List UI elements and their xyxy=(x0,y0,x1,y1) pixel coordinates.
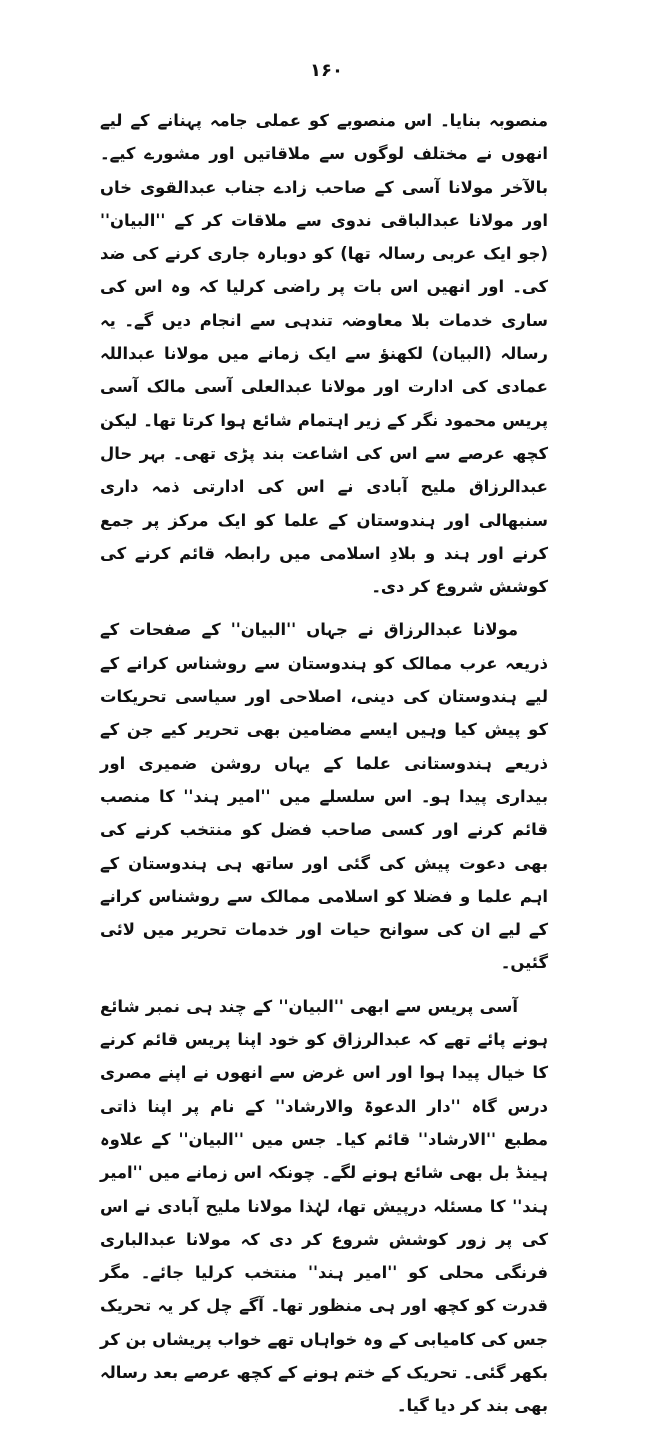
page-number: ۱۶۰ xyxy=(310,60,343,81)
paragraph-2: مولانا عبدالرزاق نے جہاں ''البیان'' کے صفحات کے ذریعہ عرب ممالک کو ہندوستان سے روشناس کرانے کے لیے ہندوستان کی دینی، اصلاحی اور سیاسی تحریکات کو پیش کیا وہیں ایسے مضامین بھی تحریر کیے جن کے ذریعے ہندوستانی علما کے یہاں روشن ضمیری اور بیداری پیدا ہو۔ اس سلسلے میں ''امیر ہند'' کا منصب قائم کرنے اور کسی صاحب فضل کو منتخب کرنے کی بھی دعوت پیش کی گئی اور ساتھ ہی ہندوستان کے اہم علما و فضلا کو اسلامی ممالک سے روشناس کرانے کے لیے ان کی سوانح حیات اور خدمات تحریر میں لائی گئیں۔ xyxy=(100,620,548,973)
paragraph-3: آسی پریس سے ابھی ''البیان'' کے چند ہی نمبر شائع ہونے پائے تھے کہ عبدالرزاق کو خود اپنا پریس قائم کرنے کا خیال پیدا ہوا اور اس غرض سے انھوں نے اپنے مصری درس گاہ ''دار الدعوۃ والارشاد'' کے نام پر اپنا ذاتی مطبع ''الارشاد'' قائم کیا۔ جس میں ''البیان'' کے علاوہ ہینڈ بل بھی شائع ہونے لگے۔ چونکہ اس زمانے میں ''امیر ہند'' کا مسئلہ درپیش تھا، لہٰذا مولانا ملیح آبادی نے اس کی پر زور کوشش شروع کر دی کہ مولانا عبدالباری فرنگی محلی کو ''امیر ہند'' منتخب کرلیا جائے۔ مگر قدرت کو کچھ اور ہی منظور تھا۔ آگے چل کر یہ تحریک جس کی کامیابی کے وہ خواہاں تھے خواب پریشاں بن کر بکھر گئی۔ تحریک کے ختم ہونے کے کچھ عرصے بعد رسالہ بھی بند کر دیا گیا۔ xyxy=(100,996,548,1416)
page-body xyxy=(100,104,548,1433)
paragraph-1: منصوبہ بنایا۔ اس منصوبے کو عملی جامہ پہنانے کے لیے انھوں نے مختلف لوگوں سے ملاقاتیں اور مشورے کیے۔ بالآخر مولانا آسی کے صاحب زادے جناب عبدالقوی خاں اور مولانا عبدالباقی ندوی سے ملاقات کر کے ''البیان'' (جو ایک عربی رسالہ تھا) کو دوبارہ جاری کرنے کی ضد کی۔ اور انھیں اس بات پر راضی کرلیا کہ وہ اس کی ساری خدمات بلا معاوضہ تندہی سے انجام دیں گے۔ یہ رسالہ (البیان) لکھنؤ سے ایک زمانے میں مولانا عبداللہ عمادی کی ادارت اور مولانا عبدالعلی آسی مالک آسی پریس محمود نگر کے زیر اہتمام شائع ہوا کرتا تھا۔ لیکن کچھ عرصے سے اس کی اشاعت بند پڑی تھی۔ بہر حال عبدالرزاق ملیح آبادی نے اس کی ادارتی ذمہ داری سنبھالی اور ہندوستان کے علما کو ایک مرکز پر جمع کرنے اور ہند و بلادِ اسلامی میں رابطہ قائم کرنے کی کوشش شروع کر دی۔ xyxy=(100,111,548,597)
